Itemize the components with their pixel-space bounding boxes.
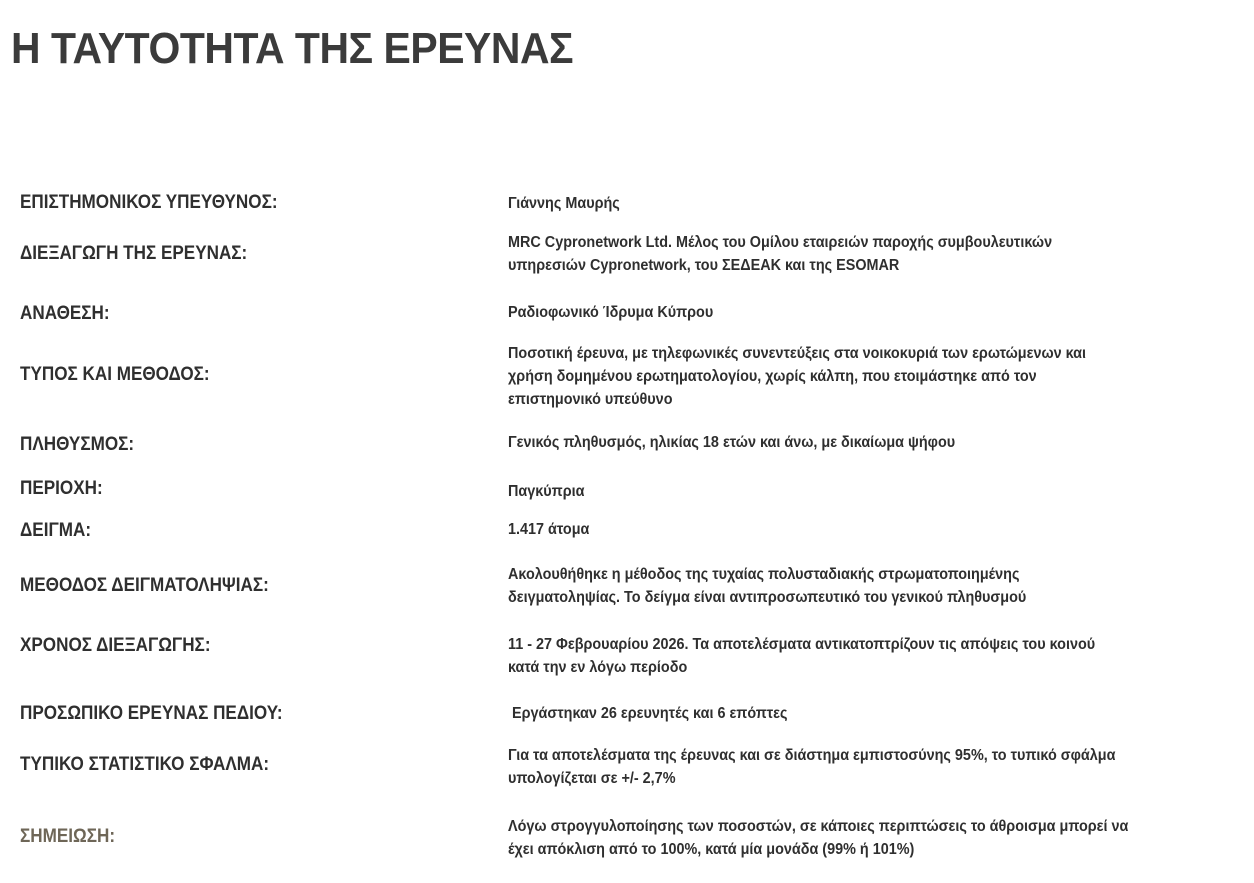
row-label: ΔΕΙΓΜΑ:	[20, 520, 92, 541]
value-line: 1.417 άτομα	[508, 521, 590, 538]
row-label: ΤΥΠΙΚΟ ΣΤΑΤΙΣΤΙΚΟ ΣΦΑΛΜΑ:	[20, 754, 270, 775]
row-value	[508, 744, 1115, 790]
value-line: κατά την εν λόγω περίοδο	[508, 659, 688, 676]
value-line: Εργάστηκαν 26 ερευνητές και 6 επόπτες	[508, 705, 788, 722]
value-line: 11 - 27 Φεβρουαρίου 2026. Τα αποτελέσματα αντικατοπτρίζουν τις απόψεις του κοινού	[508, 636, 1096, 653]
row-label: ΠΡΟΣΩΠΙΚΟ ΕΡΕΥΝΑΣ ΠΕΔΙΟΥ:	[20, 703, 283, 724]
value-line: Παγκύπρια	[508, 483, 585, 500]
row-value	[508, 563, 1026, 609]
value-line: Γιάννης Μαυρής	[508, 195, 620, 212]
row-value	[508, 431, 955, 454]
value-line: έχει απόκλιση από το 100%, κατά μία μονάδα (99% ή 101%)	[508, 841, 915, 858]
row-value	[508, 815, 1128, 861]
row-label: ΧΡΟΝΟΣ ΔΙΕΞΑΓΩΓΗΣ:	[20, 635, 211, 656]
row-label: ΔΙΕΞΑΓΩΓΗ ΤΗΣ ΕΡΕΥΝΑΣ:	[20, 243, 248, 264]
value-line: Ακολουθήθηκε η μέθοδος της τυχαίας πολυσταδιακής στρωματοποιημένης	[508, 566, 1020, 583]
value-line: δειγματοληψίας. Το δείγμα είναι αντιπροσωπευτικό του γενικού πληθυσμού	[508, 589, 1027, 606]
value-line: Για τα αποτελέσματα της έρευνας και σε διάστημα εμπιστοσύνης 95%, το τυπικό σφάλμα	[508, 747, 1116, 764]
row-value	[508, 480, 584, 503]
row-label: ΠΕΡΙΟΧΗ:	[20, 478, 103, 499]
value-line: Ποσοτική έρευνα, με τηλεφωνικές συνεντεύξεις στα νοικοκυριά των ερωτώμενων και	[508, 345, 1087, 362]
page-title: Η ΤΑΥΤΟΤΗΤΑ ΤΗΣ ΕΡΕΥΝΑΣ	[11, 24, 574, 73]
row-label: ΜΕΘΟΔΟΣ ΔΕΙΓΜΑΤΟΛΗΨΙΑΣ:	[20, 575, 269, 596]
row-value	[508, 231, 1052, 277]
row-value	[508, 342, 1086, 411]
row-label: ΕΠΙΣΤΗΜΟΝΙΚΟΣ ΥΠΕΥΘΥΝΟΣ:	[20, 192, 278, 213]
row-label: ΠΛΗΘΥΣΜΟΣ:	[20, 434, 135, 455]
value-line: Λόγω στρογγυλοποίησης των ποσοστών, σε κάποιες περιπτώσεις το άθροισμα μπορεί να	[508, 818, 1129, 835]
value-line: MRC Cypronetwork Ltd. Μέλος του Ομίλου εταιρειών παροχής συμβουλευτικών	[508, 234, 1053, 251]
row-label: ΤΥΠΟΣ ΚΑΙ ΜΕΘΟΔΟΣ:	[20, 364, 210, 385]
value-line: υπηρεσιών Cypronetwork, του ΣΕΔΕΑΚ και της ESOMAR	[508, 257, 900, 274]
row-value	[508, 702, 788, 725]
value-line: Ραδιοφωνικό Ίδρυμα Κύπρου	[508, 304, 714, 321]
row-value	[508, 518, 589, 541]
value-line: Γενικός πληθυσμός, ηλικίας 18 ετών και άνω, με δικαίωμα ψήφου	[508, 434, 956, 451]
value-line: χρήση δομημένου ερωτηματολογίου, χωρίς κάλπη, που ετοιμάστηκε από τον	[508, 368, 1037, 385]
row-label: ΑΝΑΘΕΣΗ:	[20, 303, 110, 324]
value-line: υπολογίζεται σε +/- 2,7%	[508, 770, 676, 787]
note-label: ΣΗΜΕΙΩΣΗ:	[20, 826, 116, 847]
row-value	[508, 192, 620, 215]
value-line: επιστημονικό υπεύθυνο	[508, 391, 673, 408]
row-value	[508, 301, 713, 324]
row-value	[508, 633, 1095, 679]
